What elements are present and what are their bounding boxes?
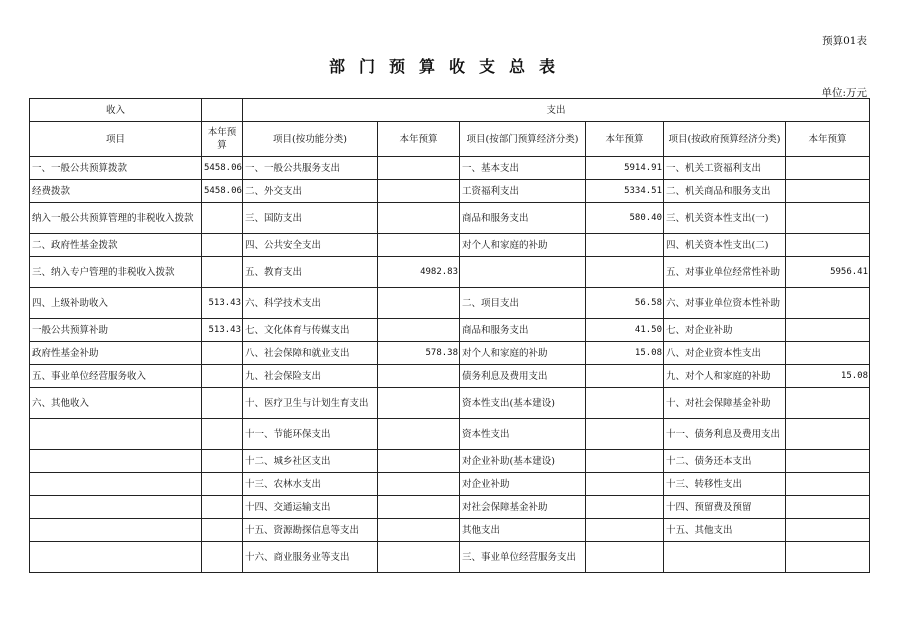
func-budget-cell <box>378 365 460 388</box>
dept-item-cell: 债务利息及费用支出 <box>460 365 586 388</box>
gov-item-cell: 十二、债务还本支出 <box>664 450 786 473</box>
dept-item-cell: 工资福利支出 <box>460 180 586 203</box>
income-item-cell <box>30 419 202 450</box>
income-item-cell: 三、纳入专户管理的非税收入拨款 <box>30 257 202 288</box>
income-budget-cell <box>202 234 243 257</box>
gov-item-cell: 七、对企业补助 <box>664 319 786 342</box>
gov-budget-cell <box>786 180 870 203</box>
func-item-cell: 六、科学技术支出 <box>243 288 378 319</box>
col-header-gov-item: 项目(按政府预算经济分类) <box>664 122 786 157</box>
table-row <box>30 342 870 365</box>
income-budget-cell: 513.43 <box>202 319 243 342</box>
gov-item-cell: 八、对企业资本性支出 <box>664 342 786 365</box>
table-body <box>30 157 870 573</box>
budget-summary-table <box>29 98 870 573</box>
dept-budget-cell <box>586 450 664 473</box>
func-item-cell: 十五、资源勘探信息等支出 <box>243 519 378 542</box>
income-item-cell <box>30 542 202 573</box>
func-item-cell: 十一、节能环保支出 <box>243 419 378 450</box>
income-item-cell: 一般公共预算补助 <box>30 319 202 342</box>
gov-item-cell: 五、对事业单位经常性补助 <box>664 257 786 288</box>
gov-item-cell: 二、机关商品和服务支出 <box>664 180 786 203</box>
dept-item-cell: 商品和服务支出 <box>460 319 586 342</box>
func-budget-cell <box>378 419 460 450</box>
income-budget-cell <box>202 365 243 388</box>
income-budget-cell <box>202 473 243 496</box>
gov-item-cell: 三、机关资本性支出(一) <box>664 203 786 234</box>
gov-budget-cell <box>786 203 870 234</box>
income-item-cell: 纳入一般公共预算管理的非税收入拨款 <box>30 203 202 234</box>
gov-item-cell: 九、对个人和家庭的补助 <box>664 365 786 388</box>
gov-budget-cell <box>786 496 870 519</box>
gov-item-cell: 十三、转移性支出 <box>664 473 786 496</box>
func-item-cell: 一、一般公共服务支出 <box>243 157 378 180</box>
func-budget-cell <box>378 388 460 419</box>
income-budget-cell <box>202 203 243 234</box>
func-item-cell: 十四、交通运输支出 <box>243 496 378 519</box>
col-header-income-item: 项目 <box>30 122 202 157</box>
dept-budget-cell <box>586 388 664 419</box>
gov-item-cell: 十、对社会保障基金补助 <box>664 388 786 419</box>
income-item-cell: 二、政府性基金拨款 <box>30 234 202 257</box>
gov-item-cell: 六、对事业单位资本性补助 <box>664 288 786 319</box>
dept-item-cell: 对个人和家庭的补助 <box>460 342 586 365</box>
dept-budget-cell <box>586 496 664 519</box>
col-header-dept-budget: 本年预算 <box>586 122 664 157</box>
func-budget-cell <box>378 319 460 342</box>
gov-item-cell: 十五、其他支出 <box>664 519 786 542</box>
income-item-cell: 经费拨款 <box>30 180 202 203</box>
table-row <box>30 365 870 388</box>
income-item-cell <box>30 450 202 473</box>
income-budget-cell: 5458.06 <box>202 180 243 203</box>
dept-budget-cell <box>586 234 664 257</box>
income-item-cell: 一、一般公共预算拨款 <box>30 157 202 180</box>
page-title: 部门预算收支总表 <box>328 57 569 76</box>
func-budget-cell <box>378 496 460 519</box>
dept-item-cell: 二、项目支出 <box>460 288 586 319</box>
func-budget-cell <box>378 519 460 542</box>
gov-budget-cell <box>786 519 870 542</box>
col-header-dept-item: 项目(按部门预算经济分类) <box>460 122 586 157</box>
table-row <box>30 473 870 496</box>
table-row <box>30 419 870 450</box>
func-item-cell: 十三、农林水支出 <box>243 473 378 496</box>
table-row <box>30 542 870 573</box>
income-budget-cell <box>202 519 243 542</box>
gov-budget-cell <box>786 319 870 342</box>
func-budget-cell <box>378 203 460 234</box>
col-header-func-budget: 本年预算 <box>378 122 460 157</box>
func-item-cell: 二、外交支出 <box>243 180 378 203</box>
func-budget-cell: 578.38 <box>378 342 460 365</box>
func-item-cell: 十六、商业服务业等支出 <box>243 542 378 573</box>
dept-budget-cell <box>586 365 664 388</box>
dept-budget-cell: 5914.91 <box>586 157 664 180</box>
income-item-cell: 政府性基金补助 <box>30 342 202 365</box>
income-item-cell: 五、事业单位经营服务收入 <box>30 365 202 388</box>
dept-item-cell: 三、事业单位经营服务支出 <box>460 542 586 573</box>
table-row <box>30 180 870 203</box>
dept-item-cell: 对个人和家庭的补助 <box>460 234 586 257</box>
dept-budget-cell: 5334.51 <box>586 180 664 203</box>
income-item-cell <box>30 519 202 542</box>
gov-item-cell: 四、机关资本性支出(二) <box>664 234 786 257</box>
dept-budget-cell <box>586 542 664 573</box>
income-budget-cell <box>202 342 243 365</box>
income-group-header-blank <box>202 99 243 122</box>
table-row <box>30 157 870 180</box>
dept-item-cell: 资本性支出 <box>460 419 586 450</box>
dept-budget-cell: 41.50 <box>586 319 664 342</box>
income-budget-cell <box>202 257 243 288</box>
dept-item-cell: 资本性支出(基本建设) <box>460 388 586 419</box>
gov-budget-cell <box>786 419 870 450</box>
dept-budget-cell: 580.40 <box>586 203 664 234</box>
table-row <box>30 257 870 288</box>
func-item-cell: 五、教育支出 <box>243 257 378 288</box>
income-item-cell <box>30 496 202 519</box>
expense-group-header: 支出 <box>243 99 870 122</box>
gov-budget-cell <box>786 450 870 473</box>
gov-item-cell: 十一、债务利息及费用支出 <box>664 419 786 450</box>
gov-budget-cell: 5956.41 <box>786 257 870 288</box>
income-budget-cell: 513.43 <box>202 288 243 319</box>
col-header-func-item: 项目(按功能分类) <box>243 122 378 157</box>
dept-item-cell: 其他支出 <box>460 519 586 542</box>
dept-budget-cell <box>586 257 664 288</box>
gov-budget-cell: 15.08 <box>786 365 870 388</box>
func-budget-cell <box>378 473 460 496</box>
gov-budget-cell <box>786 388 870 419</box>
income-budget-cell <box>202 419 243 450</box>
table-row <box>30 388 870 419</box>
func-budget-cell: 4982.83 <box>378 257 460 288</box>
gov-budget-cell <box>786 542 870 573</box>
col-header-income-budget: 本年预算 <box>202 122 243 157</box>
income-item-cell <box>30 473 202 496</box>
dept-item-cell: 对企业补助 <box>460 473 586 496</box>
table-row <box>30 288 870 319</box>
func-item-cell: 九、社会保险支出 <box>243 365 378 388</box>
column-header-row <box>30 122 870 157</box>
dept-item-cell: 对社会保障基金补助 <box>460 496 586 519</box>
dept-budget-cell <box>586 519 664 542</box>
income-budget-cell <box>202 496 243 519</box>
gov-item-cell <box>664 542 786 573</box>
dept-budget-cell <box>586 419 664 450</box>
table-row <box>30 234 870 257</box>
gov-budget-cell <box>786 342 870 365</box>
table-row <box>30 450 870 473</box>
income-budget-cell <box>202 542 243 573</box>
income-budget-cell: 5458.06 <box>202 157 243 180</box>
func-item-cell: 四、公共安全支出 <box>243 234 378 257</box>
income-budget-cell <box>202 450 243 473</box>
func-budget-cell <box>378 288 460 319</box>
func-budget-cell <box>378 450 460 473</box>
dept-item-cell <box>460 257 586 288</box>
func-item-cell: 三、国防支出 <box>243 203 378 234</box>
gov-item-cell: 十四、预留费及预留 <box>664 496 786 519</box>
income-item-cell: 四、上级补助收入 <box>30 288 202 319</box>
col-header-gov-budget: 本年预算 <box>786 122 870 157</box>
table-row <box>30 203 870 234</box>
group-header-row <box>30 99 870 122</box>
dept-budget-cell <box>586 473 664 496</box>
gov-budget-cell <box>786 157 870 180</box>
income-item-cell: 六、其他收入 <box>30 388 202 419</box>
func-item-cell: 七、文化体育与传媒支出 <box>243 319 378 342</box>
dept-item-cell: 商品和服务支出 <box>460 203 586 234</box>
dept-item-cell: 对企业补助(基本建设) <box>460 450 586 473</box>
table-row <box>30 319 870 342</box>
func-budget-cell <box>378 542 460 573</box>
gov-budget-cell <box>786 473 870 496</box>
income-budget-cell <box>202 388 243 419</box>
gov-budget-cell <box>786 288 870 319</box>
income-group-header: 收入 <box>30 99 202 122</box>
func-item-cell: 八、社会保障和就业支出 <box>243 342 378 365</box>
gov-budget-cell <box>786 234 870 257</box>
unit-label: 单位:万元 <box>821 87 867 99</box>
gov-item-cell: 一、机关工资福利支出 <box>664 157 786 180</box>
func-item-cell: 十二、城乡社区支出 <box>243 450 378 473</box>
dept-budget-cell: 15.08 <box>586 342 664 365</box>
func-item-cell: 十、医疗卫生与计划生育支出 <box>243 388 378 419</box>
func-budget-cell <box>378 157 460 180</box>
dept-budget-cell: 56.58 <box>586 288 664 319</box>
func-budget-cell <box>378 234 460 257</box>
table-row <box>30 496 870 519</box>
table-row <box>30 519 870 542</box>
dept-item-cell: 一、基本支出 <box>460 157 586 180</box>
form-number: 预算01表 <box>822 35 867 47</box>
func-budget-cell <box>378 180 460 203</box>
